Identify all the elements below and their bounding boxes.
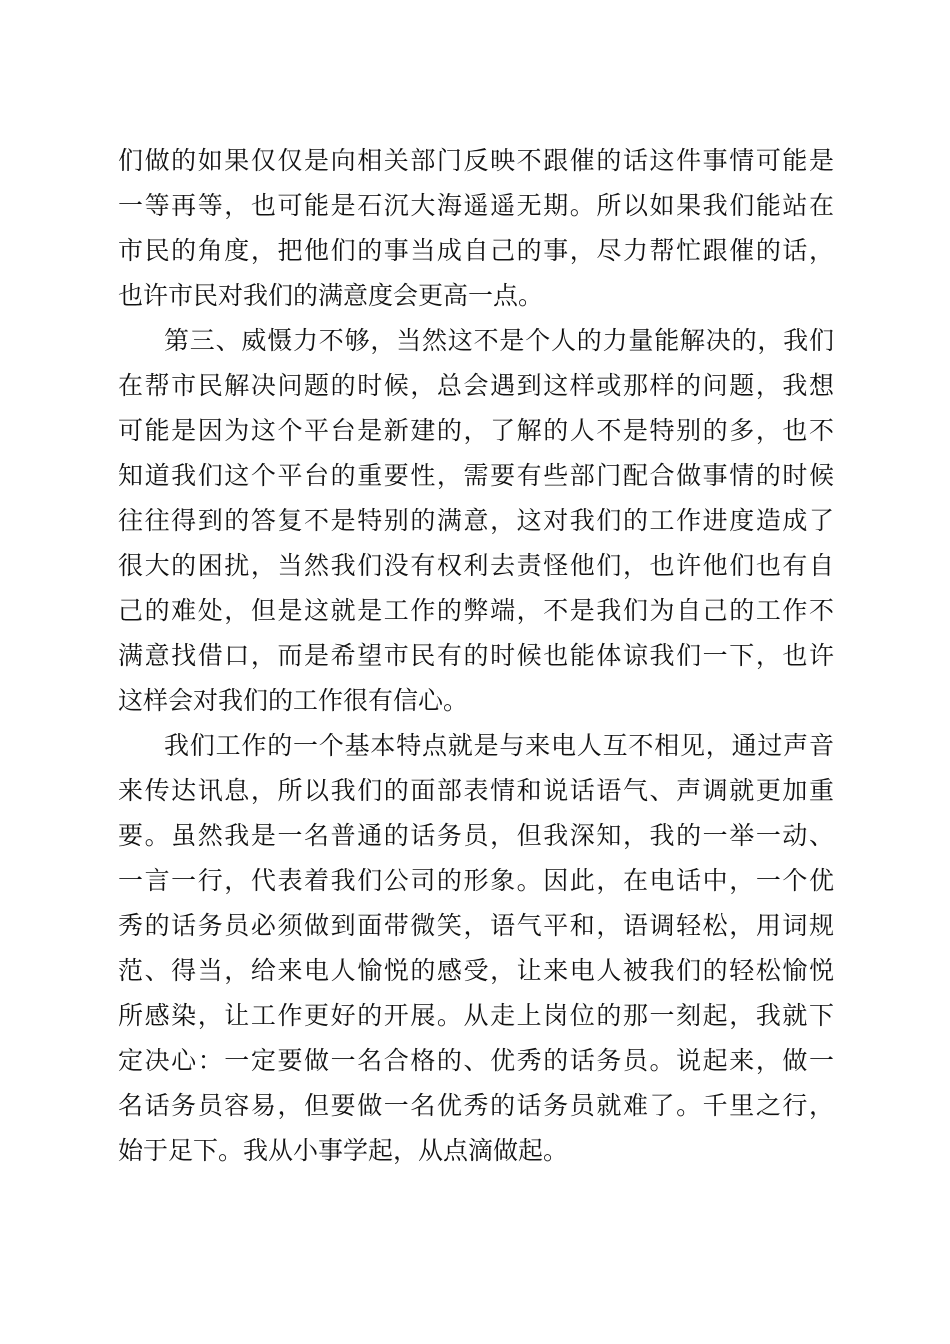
text-line: 满意找借口，而是希望市民有的时候也能体谅我们一下，也许 (118, 641, 834, 670)
text-line: 来传达讯息，所以我们的面部表情和说话语气、声调就更加重 (118, 776, 834, 805)
text-line: 这样会对我们的工作很有信心。 (118, 686, 469, 715)
text-line: 知道我们这个平台的重要性，需要有些部门配合做事情的时候 (118, 461, 834, 490)
text-line: 始于足下。我从小事学起，从点滴做起。 (118, 1136, 569, 1165)
text-line: 第三、威慑力不够，当然这不是个人的力量能解决的，我们 (164, 326, 834, 355)
text-line: 可能是因为这个平台是新建的，了解的人不是特别的多，也不 (118, 416, 834, 445)
text-line: 范、得当，给来电人愉悦的感受，让来电人被我们的轻松愉悦 (118, 956, 834, 985)
text-line: 很大的困扰，当然我们没有权利去责怪他们，也许他们也有自 (118, 551, 834, 580)
text-line: 一言一行，代表着我们公司的形象。因此，在电话中，一个优 (118, 866, 834, 895)
text-line: 要。虽然我是一名普通的话务员，但我深知，我的一举一动、 (118, 821, 834, 850)
text-line: 们做的如果仅仅是向相关部门反映不跟催的话这件事情可能是 (118, 146, 834, 175)
text-line: 一等再等，也可能是石沉大海遥遥无期。所以如果我们能站在 (118, 191, 834, 220)
text-line: 己的难处，但是这就是工作的弊端，不是我们为自己的工作不 (118, 596, 834, 625)
text-line: 在帮市民解决问题的时候，总会遇到这样或那样的问题，我想 (118, 371, 834, 400)
text-line: 往往得到的答复不是特别的满意，这对我们的工作进度造成了 (118, 506, 834, 535)
text-line: 所感染，让工作更好的开展。从走上岗位的那一刻起，我就下 (118, 1001, 834, 1030)
text-line: 我们工作的一个基本特点就是与来电人互不相见，通过声音 (164, 731, 834, 760)
text-line: 秀的话务员必须做到面带微笑，语气平和，语调轻松，用词规 (118, 911, 834, 940)
text-line: 定决心：一定要做一名合格的、优秀的话务员。说起来，做一 (118, 1046, 834, 1075)
text-line: 也许市民对我们的满意度会更高一点。 (118, 281, 544, 310)
text-line: 名话务员容易，但要做一名优秀的话务员就难了。千里之行， (118, 1091, 834, 1120)
text-line: 市民的角度，把他们的事当成自己的事，尽力帮忙跟催的话， (118, 236, 834, 265)
